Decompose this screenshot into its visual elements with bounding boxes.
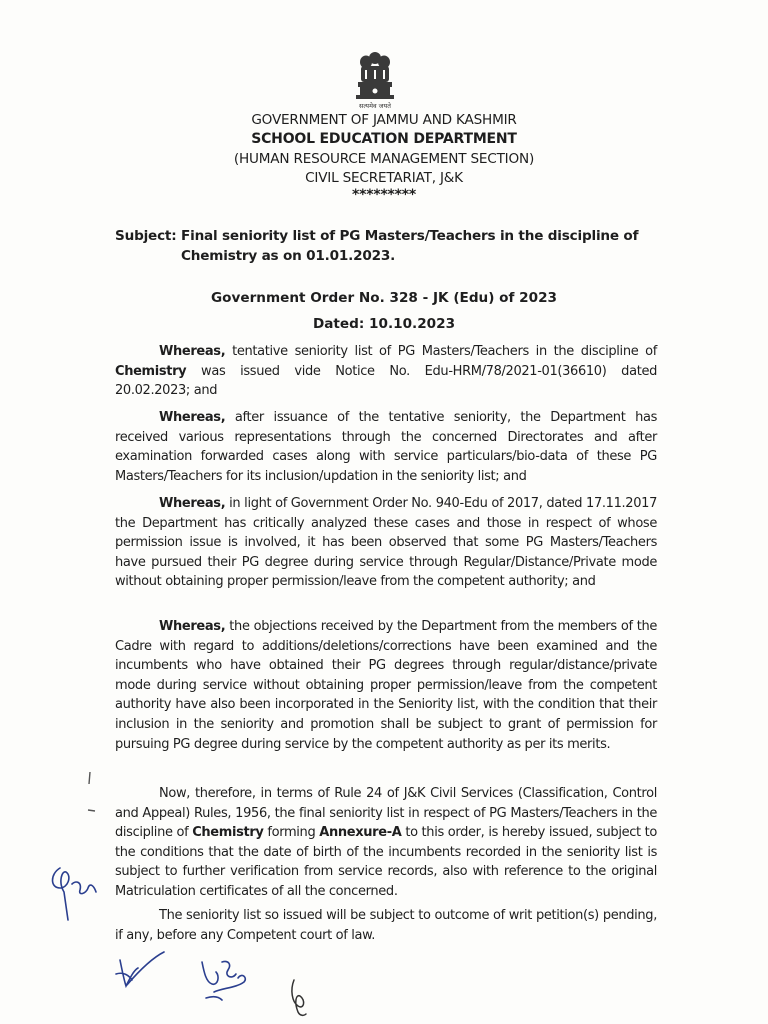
paragraph-6: [115, 906, 657, 945]
paragraph-2: [115, 408, 657, 486]
order-date: Dated: 10.10.2023: [312, 316, 456, 332]
header-line-section: (HUMAN RESOURCE MANAGEMENT SECTION): [233, 151, 535, 167]
header-line-government: GOVERNMENT OF JAMMU AND KASHMIR: [251, 112, 517, 128]
paragraph-3-lead: Whereas,: [159, 496, 226, 511]
handwritten-signature-2: [192, 952, 262, 1008]
handwritten-initial-left: [42, 862, 106, 942]
paragraph-4-text: the objections received by the Department from the members of the Cadre with regard to additions/deletions/corrections have been examined and the incumbents who have obtained their PG degrees through regular/distance/private mode during service without obtaining proper permission/leave from the competent authority have also been incorporated in the Seniority list, with the condition that their inclusion in the seniority and promotion shall be subject to grant of permission for pursuing PG degree during service by the competent authority as per its merits.: [115, 619, 657, 752]
paragraph-3: [115, 494, 657, 592]
paragraph-5-bold-annexure: Annexure-A: [319, 825, 402, 841]
subject-text-line2: Chemistry as on 01.01.2023.: [181, 248, 396, 264]
paragraph-1-bold: Chemistry: [115, 363, 187, 379]
subject-text-line1: Final seniority list of PG Masters/Teachers in the discipline of: [181, 228, 639, 244]
header-line-secretariat: CIVIL SECRETARIAT, J&K: [305, 170, 463, 186]
national-emblem-icon: [345, 48, 405, 110]
paragraph-5-text-c: to this order, is hereby issued, subject to the conditions that the date of birth of the incumbents recorded in the seniority list is subject to further verification from service records, also with reference to the original Matriculation certificates of all the concerned.: [115, 825, 657, 899]
handwritten-signature-3: [284, 976, 314, 1020]
paragraph-2-lead: Whereas,: [159, 410, 226, 425]
paragraph-6-text: The seniority list so issued will be subject to outcome of writ petition(s) pending, if any, before any Competent court of law.: [115, 908, 657, 943]
paragraph-5: [115, 784, 657, 902]
subject-label: Subject:: [115, 228, 177, 244]
paragraph-4: [115, 617, 657, 754]
subject-block: [115, 226, 660, 266]
header-stars: *********: [351, 187, 417, 203]
paragraph-1-text-a: tentative seniority list of PG Masters/Teachers in the discipline of: [225, 344, 657, 359]
paragraph-1-text-b: was issued vide Notice No. Edu-HRM/78/2021-01(36610) dated 20.02.2023; and: [115, 363, 657, 399]
paragraph-5-bold-chemistry: Chemistry: [192, 825, 264, 841]
emblem-motto: सत्यमेव जयते: [359, 102, 391, 110]
paragraph-2-text: after issuance of the tentative seniority, the Department has received various representations through the concerned Directorates and after examination forwarded cases along with service particulars/bio-data of these PG Masters/Teachers for its inclusion/updation in the seniority list; and: [115, 410, 657, 484]
paragraph-5-text-a: Now, therefore, in terms of Rule 24 of J&K Civil Services (Classification, Control and Appeal) Rules, 1956, the final seniority list in respect of PG Masters/Teachers in the discipline of: [115, 786, 657, 841]
order-number: Government Order No. 328 - JK (Edu) of 2023: [211, 290, 557, 306]
paragraph-1: [115, 342, 657, 401]
handwritten-signature-1: [112, 950, 172, 1000]
paragraph-3-text: in light of Government Order No. 940-Edu of 2017, dated 17.11.2017 the Department has critically analyzed these cases and those in respect of whose permission issue is involved, it has been observed that some PG Masters/Teachers have pursued their PG degree during service through Regular/Distance/Private mode without obtaining proper permission/leave from the competent authority; and: [115, 496, 657, 590]
header-line-department: SCHOOL EDUCATION DEPARTMENT: [251, 131, 517, 147]
paragraph-4-lead: Whereas,: [159, 619, 226, 634]
paragraph-1-lead: Whereas,: [159, 344, 226, 359]
paragraph-5-text-b: forming: [263, 825, 320, 841]
margin-tick-marks: [84, 770, 100, 820]
